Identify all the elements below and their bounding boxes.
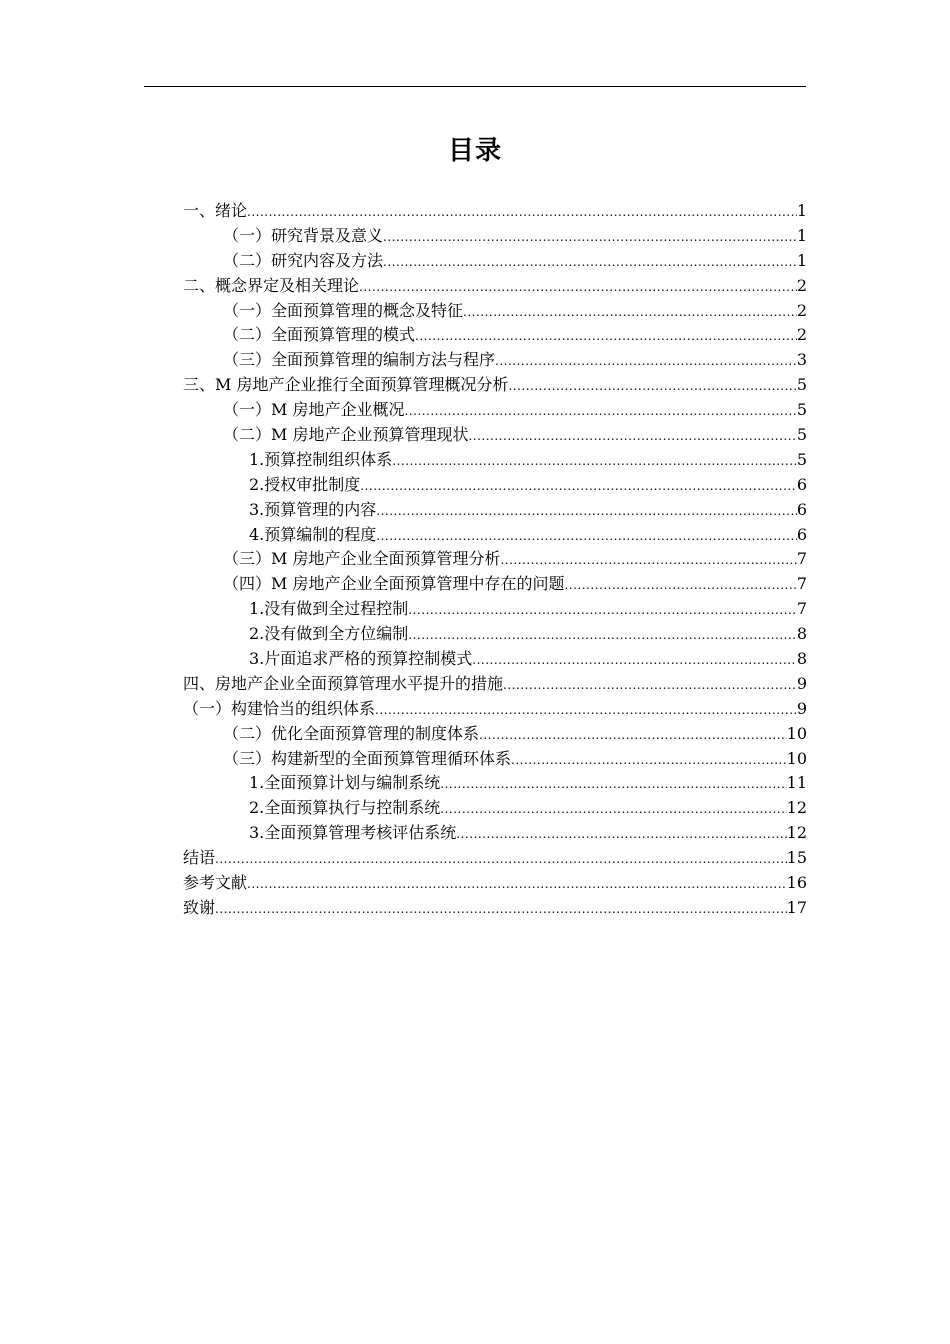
- toc-title: 目录: [447, 136, 502, 166]
- toc-entry[interactable]: [183, 249, 807, 274]
- toc-entry[interactable]: [183, 846, 807, 871]
- toc-entry[interactable]: [183, 373, 807, 398]
- toc-entry-label: （一）全面预算管理的概念及特征: [223, 300, 464, 320]
- toc-entry-label: 2.全面预算执行与控制系统: [249, 798, 441, 818]
- toc-entry[interactable]: [183, 547, 807, 572]
- toc-entry[interactable]: [183, 299, 807, 324]
- toc-entry-label: （一）研究背景及意义: [223, 225, 384, 245]
- toc-entry-page-number: 10: [786, 723, 807, 743]
- toc-entry-label: （二）全面预算管理的模式: [223, 325, 416, 345]
- toc-entry[interactable]: [183, 697, 807, 722]
- toc-entry-label: 三、M 房地产企业推行全面预算管理概况分析: [183, 375, 509, 395]
- toc-dot-leader: [215, 897, 787, 922]
- toc-dot-leader: [375, 698, 797, 723]
- toc-entry-page-number: 11: [786, 773, 807, 793]
- toc-entry[interactable]: [183, 498, 807, 523]
- toc-entry[interactable]: [183, 722, 807, 747]
- toc-dot-leader: [404, 399, 796, 424]
- toc-entry[interactable]: [183, 423, 807, 448]
- toc-entry-label: 致谢: [183, 897, 216, 917]
- toc-entry-page-number: 3: [796, 350, 807, 370]
- toc-entry[interactable]: [183, 348, 807, 373]
- toc-entry-label: 一、绪论: [183, 201, 248, 220]
- toc-dot-leader: [564, 573, 796, 598]
- toc-dot-leader: [359, 275, 797, 300]
- toc-dot-leader: [376, 524, 797, 549]
- toc-dot-leader: [500, 548, 796, 573]
- toc-dot-leader: [440, 797, 786, 822]
- toc-dot-leader: [392, 449, 797, 474]
- header-rule: [144, 86, 806, 87]
- toc-entry[interactable]: [183, 647, 807, 672]
- toc-entry-page-number: 7: [796, 574, 807, 594]
- toc-dot-leader: [511, 748, 787, 773]
- toc-dot-leader: [472, 648, 797, 673]
- toc-entry-page-number: 7: [796, 599, 807, 619]
- toc-entry-page-number: 9: [796, 673, 807, 693]
- toc-entry-page-number: 6: [796, 499, 807, 519]
- toc-entry-page-number: 8: [796, 649, 807, 669]
- toc-entry-label: （二）M 房地产企业预算管理现状: [223, 425, 469, 445]
- toc-entry-page-number: 5: [796, 425, 807, 445]
- toc-dot-leader: [247, 200, 797, 225]
- toc-dot-leader: [383, 225, 797, 250]
- toc-dot-leader: [468, 424, 796, 449]
- toc-dot-leader: [508, 374, 796, 399]
- toc-entry[interactable]: [183, 821, 807, 846]
- toc-dot-leader: [440, 772, 786, 797]
- toc-entry-label: 1.全面预算计划与编制系统: [249, 773, 441, 793]
- toc-dot-leader: [415, 324, 797, 349]
- toc-entry-page-number: 17: [786, 897, 807, 917]
- toc-entry-page-number: 12: [786, 798, 807, 818]
- toc-entry[interactable]: [183, 398, 807, 423]
- toc-entry-page-number: 7: [796, 549, 807, 569]
- toc-dot-leader: [408, 598, 797, 623]
- toc-entry-label: 结语: [183, 848, 216, 868]
- toc-entry-label: 1.没有做到全过程控制: [249, 599, 409, 619]
- toc-dot-leader: [463, 300, 797, 325]
- toc-dot-leader: [456, 822, 786, 847]
- toc-entry-label: 参考文献: [183, 873, 248, 893]
- toc-entry-page-number: 1: [796, 225, 807, 245]
- toc-dot-leader: [360, 474, 797, 499]
- toc-entry[interactable]: [183, 672, 807, 697]
- toc-dot-leader: [215, 847, 787, 872]
- toc-entry-page-number: 5: [796, 449, 807, 469]
- toc-entry-label: （一）构建恰当的组织体系: [183, 698, 376, 718]
- toc-entry-label: （四）M 房地产企业全面预算管理中存在的问题: [223, 574, 565, 594]
- toc-entry-page-number: 1: [796, 250, 807, 270]
- toc-entry-label: 3.全面预算管理考核评估系统: [249, 823, 457, 843]
- toc-dot-leader: [495, 349, 797, 374]
- toc-entry-page-number: 6: [796, 524, 807, 544]
- toc-entry-label: 四、房地产企业全面预算管理水平提升的措施: [183, 673, 504, 693]
- toc-entry[interactable]: [183, 199, 807, 224]
- table-of-contents: [183, 199, 807, 921]
- toc-entry-page-number: 2: [796, 325, 807, 345]
- toc-entry[interactable]: [183, 747, 807, 772]
- toc-entry[interactable]: [183, 597, 807, 622]
- toc-entry[interactable]: [183, 473, 807, 498]
- toc-dot-leader: [383, 250, 797, 275]
- toc-entry[interactable]: [183, 622, 807, 647]
- toc-entry-label: （三）M 房地产企业全面预算管理分析: [223, 549, 501, 569]
- toc-entry-label: 1.预算控制组织体系: [249, 449, 393, 469]
- toc-entry-label: 3.预算管理的内容: [249, 499, 377, 519]
- toc-entry-page-number: 2: [796, 300, 807, 320]
- toc-entry[interactable]: [183, 796, 807, 821]
- toc-entry-label: （三）构建新型的全面预算管理循环体系: [223, 748, 512, 768]
- toc-entry[interactable]: [183, 448, 807, 473]
- toc-entry-label: （二）研究内容及方法: [223, 250, 384, 270]
- toc-entry-label: （三）全面预算管理的编制方法与程序: [223, 350, 496, 370]
- toc-entry-page-number: 12: [786, 823, 807, 843]
- toc-entry-page-number: 10: [786, 748, 807, 768]
- toc-entry-page-number: 5: [796, 400, 807, 420]
- toc-entry-page-number: 6: [796, 474, 807, 494]
- toc-entry-label: 2.授权审批制度: [249, 474, 361, 494]
- toc-entry-page-number: 2: [796, 275, 807, 295]
- toc-entry-page-number: 9: [796, 698, 807, 718]
- toc-entry[interactable]: [183, 871, 807, 896]
- toc-dot-leader: [503, 673, 797, 698]
- toc-entry-page-number: 5: [796, 375, 807, 395]
- toc-entry-label: 2.没有做到全方位编制: [249, 624, 409, 644]
- toc-entry[interactable]: [183, 224, 807, 249]
- toc-entry-label: （一）M 房地产企业概况: [223, 400, 405, 420]
- toc-entry[interactable]: [183, 274, 807, 299]
- toc-entry-label: 3.片面追求严格的预算控制模式: [249, 649, 473, 669]
- toc-entry[interactable]: [183, 572, 807, 597]
- toc-dot-leader: [479, 723, 787, 748]
- toc-entry-label: 4.预算编制的程度: [249, 524, 377, 544]
- toc-entry[interactable]: [183, 771, 807, 796]
- toc-dot-leader: [247, 872, 787, 897]
- toc-entry[interactable]: [183, 896, 807, 921]
- toc-dot-leader: [376, 499, 797, 524]
- toc-entry[interactable]: [183, 323, 807, 348]
- toc-entry-page-number: 16: [786, 873, 807, 893]
- toc-entry-label: （二）优化全面预算管理的制度体系: [223, 723, 480, 743]
- toc-entry-label: 二、概念界定及相关理论: [183, 275, 360, 295]
- toc-entry-page-number: 15: [786, 848, 807, 868]
- toc-dot-leader: [408, 623, 797, 648]
- toc-entry-page-number: 1: [796, 201, 807, 220]
- toc-entry[interactable]: [183, 523, 807, 548]
- toc-entry-page-number: 8: [796, 624, 807, 644]
